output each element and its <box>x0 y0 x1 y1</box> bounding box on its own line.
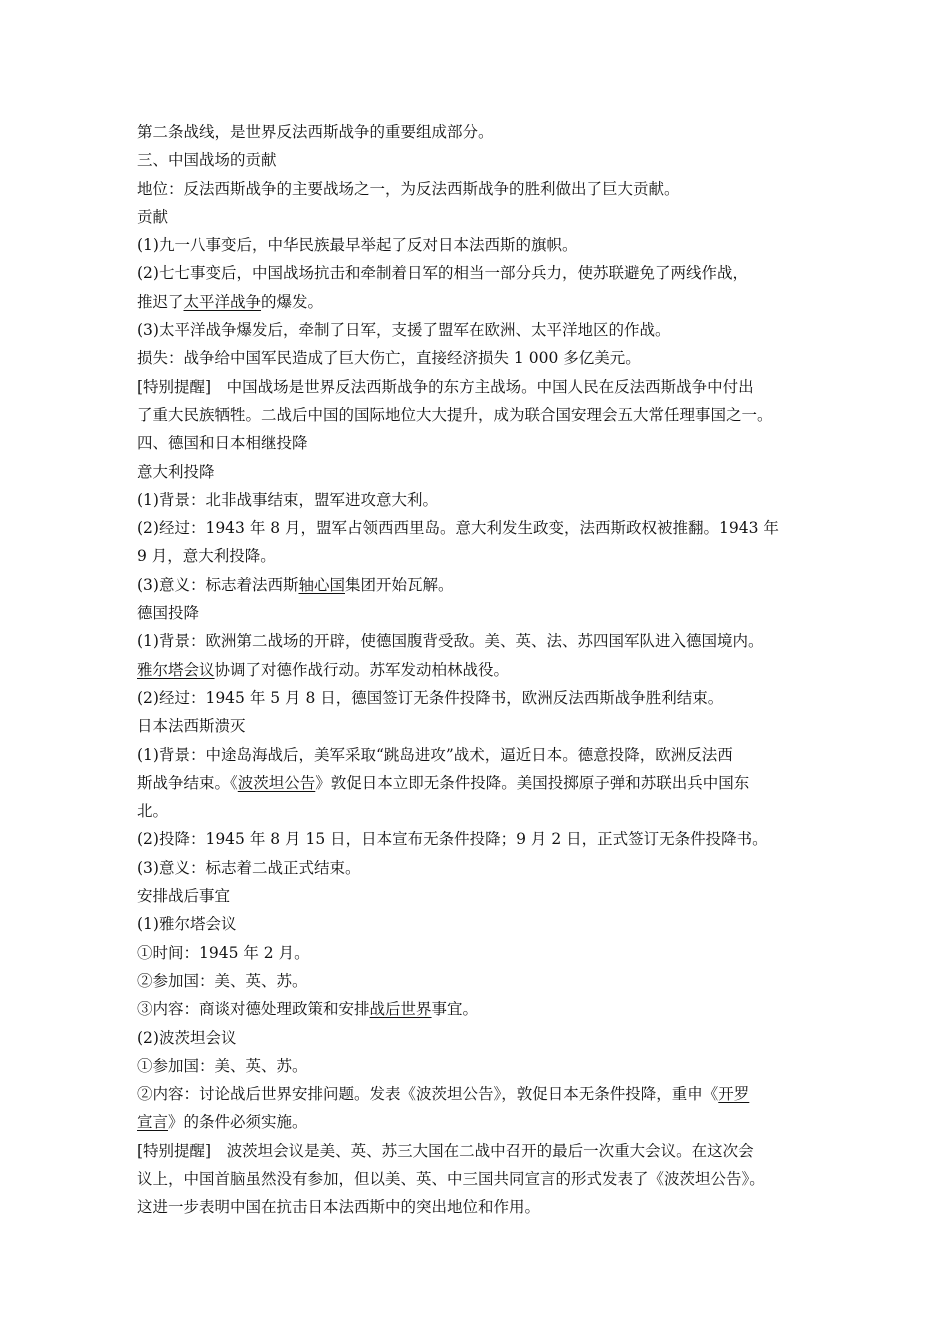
text-run: 安排战后事宜 <box>137 887 231 906</box>
text-line <box>137 1193 827 1221</box>
text-run: (2)投降：1945 年 8 月 15 日，日本宣布无条件投降；9 月 2 日，正式签订无条件投降书。 <box>137 830 768 849</box>
text-line <box>137 797 827 825</box>
text-line <box>137 712 827 740</box>
underlined-term: 轴心国 <box>298 575 345 594</box>
text-run: 推迟了 <box>137 292 184 311</box>
text-line <box>137 259 827 287</box>
text-run: (1)雅尔塔会议 <box>137 915 237 934</box>
text-run: (1)背景：中途岛海战后，美军采取“跳岛进攻”战术，逼近日本。德意投降，欧洲反法西 <box>137 745 733 764</box>
text-run: 损失：战争给中国军民造成了巨大伤亡，直接经济损失 1 000 多亿美元。 <box>137 349 641 368</box>
text-run: (1)背景：欧洲第二战场的开辟，使德国腹背受敌。美、英、法、苏四国军队进入德国境内。 <box>137 632 764 651</box>
text-line <box>137 910 827 938</box>
text-line <box>137 514 827 542</box>
text-run: 事宜。 <box>431 1000 479 1019</box>
text-line <box>137 1137 827 1165</box>
text-run: (2)七七事变后，中国战场抗击和牵制着日军的相当一部分兵力，使苏联避免了两线作战， <box>137 264 748 283</box>
text-run: 意大利投降 <box>137 462 215 481</box>
underlined-term: 开罗 <box>718 1085 750 1104</box>
text-run: 第二条战线，是世界反法西斯战争的重要组成部分。 <box>137 123 494 141</box>
text-run: 了重大民族牺牲。二战后中国的国际地位大大提升，成为联合国安理会五大常任理事国之一。 <box>137 405 773 424</box>
text-run: (2)波茨坦会议 <box>137 1028 237 1047</box>
text-line <box>137 401 827 429</box>
text-line <box>137 825 827 853</box>
text-line <box>137 939 827 967</box>
document-body <box>137 118 827 1222</box>
text-run: 德国投降 <box>137 604 200 623</box>
text-line <box>137 429 827 457</box>
text-line <box>137 1024 827 1052</box>
text-run: (2)经过：1945 年 5 月 8 日，德国签订无条件投降书，欧洲反法西斯战争胜利结束。 <box>137 688 724 707</box>
text-line <box>137 203 827 231</box>
text-run: (2)经过：1943 年 8 月，盟军占领西西里岛。意大利发生政变，法西斯政权被推翻。1943 年 <box>137 519 779 538</box>
text-run: 》的条件必须实施。 <box>168 1113 308 1132</box>
underlined-term: 战后世界 <box>369 1000 432 1019</box>
text-line <box>137 146 827 174</box>
text-line <box>137 769 827 797</box>
text-line <box>137 288 827 316</box>
text-run: [特别提醒] 中国战场是世界反法西斯战争的东方主战场。中国人民在反法西斯战争中付出 <box>137 377 754 396</box>
text-run: 协调了对德作战行动。苏军发动柏林战役。 <box>214 660 510 679</box>
text-line <box>137 854 827 882</box>
text-run: 三、中国战场的贡献 <box>137 151 277 170</box>
text-run: 议上，中国首脑虽然没有参加，但以美、英、中三国共同宣言的形式发表了《波茨坦公告》。 <box>137 1169 765 1188</box>
text-run: (1)背景：北非战事结束，盟军进攻意大利。 <box>137 490 438 509</box>
text-line <box>137 542 827 570</box>
underlined-term: 雅尔塔会议 <box>137 660 215 679</box>
underlined-term: 宣言 <box>137 1113 169 1132</box>
underlined-term: 太平洋战争 <box>183 292 262 311</box>
text-line <box>137 995 827 1023</box>
text-run: (3)意义：标志着法西斯 <box>137 575 299 594</box>
text-run: 9 月，意大利投降。 <box>137 547 276 566</box>
text-line <box>137 175 827 203</box>
text-run: 日本法西斯溃灭 <box>137 717 246 736</box>
text-line <box>137 599 827 627</box>
text-run: 这进一步表明中国在抗击日本法西斯中的突出地位和作用。 <box>137 1198 541 1217</box>
text-line <box>137 316 827 344</box>
underlined-term: 波茨坦公告 <box>237 773 316 792</box>
text-run: 贡献 <box>137 207 169 226</box>
text-run: (3)太平洋战争爆发后，牵制了日军，支援了盟军在欧洲、太平洋地区的作战。 <box>137 321 671 340</box>
text-run: [特别提醒] 波茨坦会议是美、英、苏三大国在二战中召开的最后一次重大会议。在这次会 <box>137 1141 754 1160</box>
text-run: 北。 <box>137 802 169 821</box>
text-line <box>137 486 827 514</box>
text-run: ②内容：讨论战后世界安排问题。发表《波茨坦公告》，敦促日本无条件投降，重申《 <box>137 1085 719 1104</box>
text-line <box>137 741 827 769</box>
text-run: ②参加国：美、英、苏。 <box>137 971 308 990</box>
text-line <box>137 967 827 995</box>
text-line <box>137 458 827 486</box>
text-run: 集团开始瓦解。 <box>344 575 454 594</box>
text-run: (3)意义：标志着二战正式结束。 <box>137 858 361 877</box>
text-line <box>137 1052 827 1080</box>
text-run: ①参加国：美、英、苏。 <box>137 1056 308 1075</box>
text-run: 斯战争结束。《 <box>137 773 238 792</box>
text-line <box>137 571 827 599</box>
text-line <box>137 882 827 910</box>
text-line <box>137 373 827 401</box>
text-run: 四、德国和日本相继投降 <box>137 434 308 453</box>
text-line <box>137 627 827 655</box>
text-run: ③内容：商谈对德处理政策和安排 <box>137 1000 370 1019</box>
text-line <box>137 344 827 372</box>
text-line <box>137 231 827 259</box>
text-run: 的爆发。 <box>261 292 324 311</box>
text-line <box>137 118 827 146</box>
text-run: ①时间：1945 年 2 月。 <box>137 943 310 962</box>
text-line <box>137 1080 827 1108</box>
text-run: 地位：反法西斯战争的主要战场之一，为反法西斯战争的胜利做出了巨大贡献。 <box>137 179 680 198</box>
text-line <box>137 656 827 684</box>
text-run: 》敦促日本立即无条件投降。美国投掷原子弹和苏联出兵中国东 <box>315 773 750 792</box>
text-line <box>137 1165 827 1193</box>
text-line <box>137 684 827 712</box>
text-line <box>137 1108 827 1136</box>
text-run: (1)九一八事变后，中华民族最早举起了反对日本法西斯的旗帜。 <box>137 236 578 255</box>
